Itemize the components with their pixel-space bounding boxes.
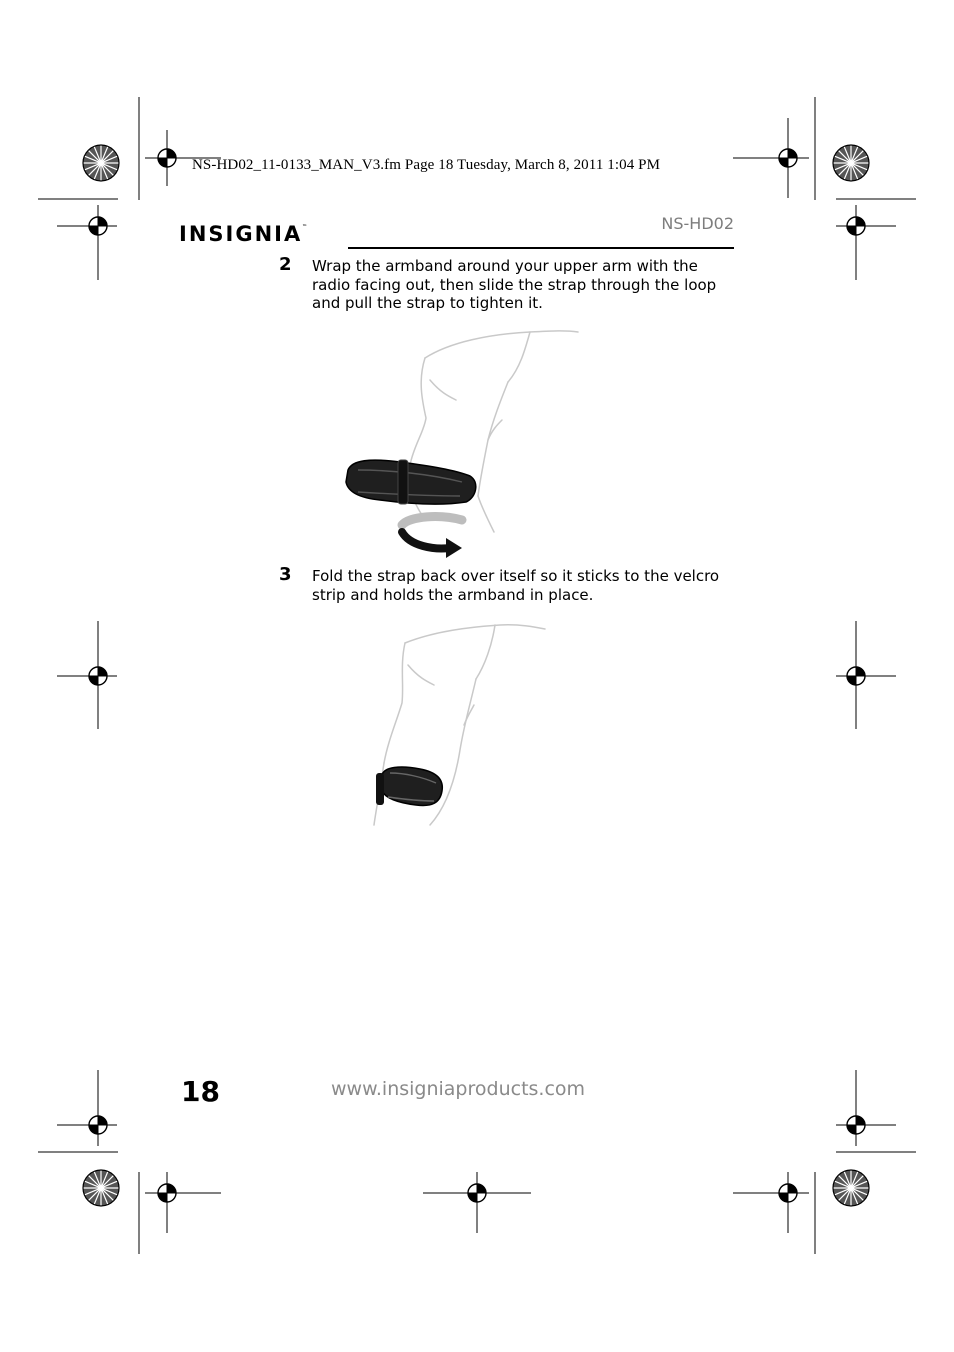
step-number: 2 <box>279 254 292 275</box>
step-text-line: strip and holds the armband in place. <box>312 585 594 604</box>
starburst-target-icon <box>833 145 869 181</box>
crosshair-target-icon <box>842 662 870 690</box>
step-text-line: radio facing out, then slide the strap through the loop <box>312 275 717 294</box>
step-text <box>312 567 732 604</box>
starburst-target-icon <box>83 1170 119 1206</box>
trademark-mark: ™ <box>302 224 308 230</box>
arm-wrapping-armband-illustration <box>330 320 600 560</box>
page-number: 18 <box>181 1075 220 1108</box>
step-text-line: Wrap the armband around your upper arm with the <box>312 257 698 275</box>
logo-text: INSIGNIA <box>179 222 303 246</box>
starburst-target-icon <box>83 145 119 181</box>
crosshair-target-icon <box>774 144 802 172</box>
crosshair-target-icon <box>842 1111 870 1139</box>
crosshair-target-icon <box>84 1111 112 1139</box>
crosshair-target-icon <box>153 144 181 172</box>
crosshair-target-icon <box>84 212 112 240</box>
step-text-line: and pull the strap to tighten it. <box>312 294 543 312</box>
print-header: NS-HD02_11-0133_MAN_V3.fm Page 18 Tuesday, March 8, 2011 1:04 PM <box>192 157 661 173</box>
crosshair-target-icon <box>463 1179 491 1207</box>
crosshair-target-icon <box>774 1179 802 1207</box>
crosshair-target-icon <box>842 212 870 240</box>
website-url[interactable]: www.insigniaproducts.com <box>331 1078 586 1100</box>
brand-logo <box>179 222 307 246</box>
crosshair-target-icon <box>153 1179 181 1207</box>
arm-with-armband-fastened-illustration <box>360 615 560 830</box>
step-text-line: Fold the strap back over itself so it sticks to the velcro <box>312 567 720 585</box>
header-rule <box>348 247 734 249</box>
model-number: NS-HD02 <box>661 214 734 233</box>
starburst-target-icon <box>833 1170 869 1206</box>
step-number: 3 <box>279 564 292 585</box>
step-text <box>312 257 732 313</box>
crosshair-target-icon <box>84 662 112 690</box>
